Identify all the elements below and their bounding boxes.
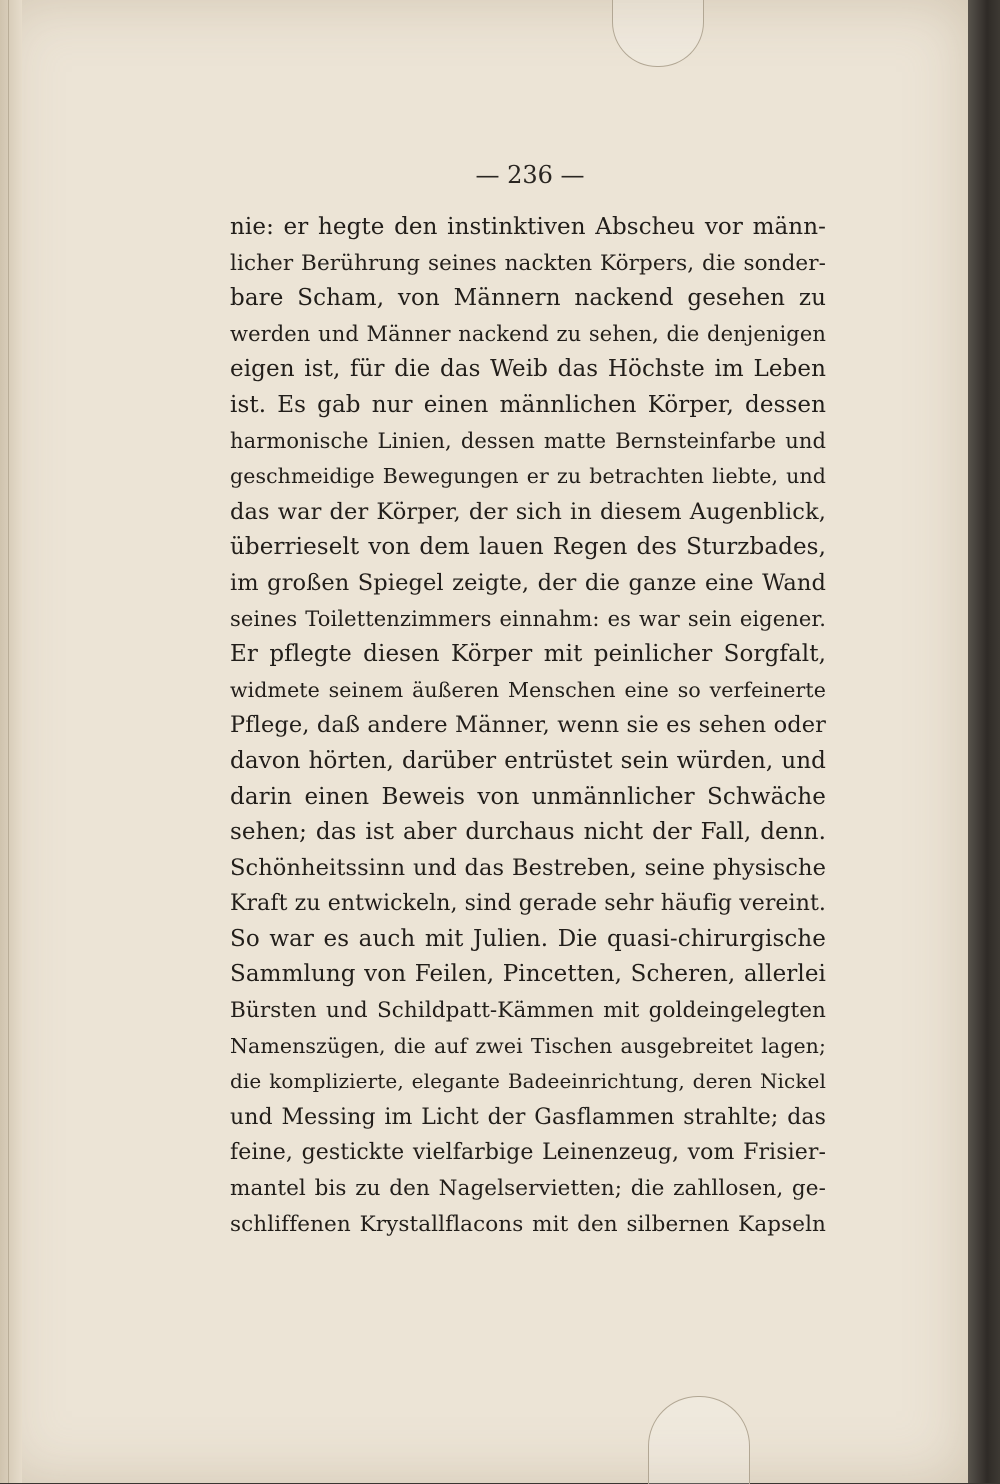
text-line: nie: er hegte den instinktiven Abscheu vor männ- [230, 214, 826, 240]
text-line: schliffenen Krystallflacons mit den silbernen Kapseln [230, 1211, 826, 1237]
text-line: seines Toilettenzimmers einnahm: es war sein eigener. [230, 606, 826, 631]
book-spine [968, 0, 1000, 1483]
text-line: werden und Männer nackend zu sehen, die denjenigen [230, 321, 826, 346]
text-line: und Messing im Licht der Gasflammen strahlte; das [230, 1104, 826, 1130]
text-line: harmonische Linien, dessen matte Bernsteinfarbe und [230, 428, 826, 453]
text-line: darin einen Beweis von unmännlicher Schwäche [230, 783, 826, 810]
text-line: sehen; das ist aber durchaus nicht der Fall, denn. [230, 819, 826, 846]
text-line: im großen Spiegel zeigte, der die ganze eine Wand [230, 569, 826, 596]
text-line: ist. Es gab nur einen männlichen Körper, dessen [230, 391, 826, 418]
text-line: So war es auch mit Julien. Die quasi-chirurgische [230, 925, 826, 952]
text-line: widmete seinem äußeren Menschen eine so verfeinerte [230, 677, 826, 702]
text-line: Er pflegte diesen Körper mit peinlicher Sorgfalt, [230, 641, 826, 668]
text-line: das war der Körper, der sich in diesem Augenblick, [230, 498, 826, 525]
text-line: feine, gestickte vielfarbige Leinenzeug, vom Frisier- [230, 1140, 826, 1166]
top-clip-mark [612, 0, 704, 67]
text-line: Kraft zu entwickeln, sind gerade sehr häufig vereint. [230, 891, 826, 917]
text-line: die komplizierte, elegante Badeeinrichtung, deren Nickel [230, 1069, 826, 1094]
page-number: — 236 — [475, 161, 585, 189]
text-line: geschmeidige Bewegungen er zu betrachten liebte, und [230, 464, 826, 489]
page-left-edge [0, 0, 22, 1483]
text-line: Namenszügen, die auf zwei Tischen ausgebreitet lagen; [230, 1033, 826, 1058]
text-line: überrieselt von dem lauen Regen des Sturzbades, [230, 534, 826, 561]
body-text [230, 210, 826, 1242]
text-line: Pflege, daß andere Männer, wenn sie es sehen oder [230, 712, 826, 739]
text-line: Sammlung von Feilen, Pincetten, Scheren, allerlei [230, 961, 826, 988]
text-line: licher Berührung seines nackten Körpers, die sonder- [230, 250, 826, 276]
bottom-clip-mark [648, 1396, 750, 1484]
text-line: mantel bis zu den Nagelservietten; die zahllosen, ge- [230, 1176, 826, 1202]
text-line: Bürsten und Schildpatt-Kämmen mit goldeingelegten [230, 998, 826, 1024]
text-line: bare Scham, von Männern nackend gesehen zu [230, 285, 826, 312]
text-line: davon hörten, darüber entrüstet sein würden, und [230, 747, 826, 774]
text-line: Schönheitssinn und das Bestreben, seine physische [230, 854, 826, 881]
text-line: eigen ist, für die das Weib das Höchste im Leben [230, 356, 826, 383]
